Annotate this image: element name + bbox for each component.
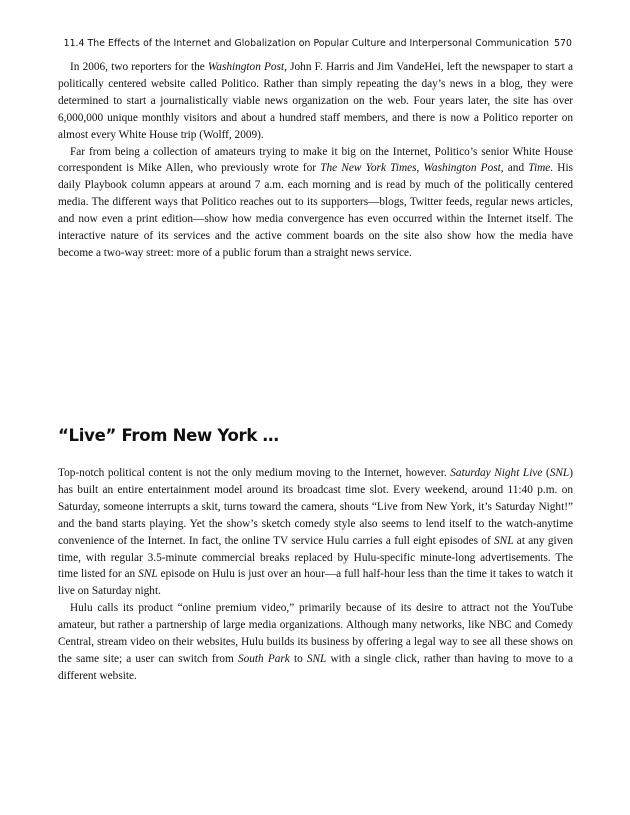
text-run: ,	[416, 162, 424, 175]
text-run: In 2006, two reporters for the	[70, 61, 208, 73]
text-run: ) has built an entire entertainment model around its broadcast time slot. Every weekend, around 11:40 p.m. on Saturday, someone interrupts a skit, turns toward the camera, shouts “Live from New York, it’s Saturday Night!” and the band starts playing. Yet the show’s sketch comedy style also seems to lend itself to the watch-anytime convenience of the Internet. In fact, the online TV service Hulu carries a full eight episodes of	[58, 467, 573, 547]
paragraph-politico-staff	[58, 144, 573, 262]
italic-title: Washington Post	[207, 61, 285, 73]
italic-title: SNL	[494, 534, 514, 547]
italic-title: SNL	[549, 467, 570, 479]
running-header-title: 11.4 The Effects of the Internet and Globalization on Popular Culture and Interpersonal Communication	[63, 38, 550, 49]
page-number: 570	[554, 38, 572, 49]
italic-title: SNL	[306, 652, 327, 665]
italic-title: Saturday Night Live	[450, 467, 543, 479]
text-run: episode on Hulu is just over an hour—a full half-hour less than the time it takes to watch it live on Saturday night.	[58, 568, 573, 598]
text-run: Far from being a collection of amateurs trying to make it big on the Internet, Politico’s senior White House correspondent is Mike Allen, who previously wrote for	[58, 145, 573, 175]
italic-title: Time	[528, 162, 551, 175]
text-run: Top-notch political content is not the only medium moving to the Internet, however.	[58, 467, 451, 479]
italic-title: Washington Post	[423, 162, 501, 175]
paragraph-snl-intro	[58, 465, 573, 600]
text-run: Hulu calls its product “online premium video,” primarily because of its desire to attract not the YouTube amateur, but rather a partnership of large media organizations. Although many networks, like NBC and Comedy Central, stream video on their websites, Hulu builds its business by offering a legal way to see all these shows on the same site; a user can switch from	[58, 602, 573, 665]
italic-title: South Park	[237, 652, 290, 665]
text-run: at any given time, with regular 3.5-minute commercial breaks replaced by Hulu-specific minute-long advertisements. The time listed for an	[58, 534, 573, 581]
paragraph-hulu	[58, 600, 573, 685]
running-header	[58, 38, 572, 49]
text-run: . His daily Playbook column appears at around 7 a.m. each morning and is read by much of the politically centered media. The different ways that Politico reaches out to its supporters—blogs, Twitter feeds, regular news articles, and now even a print edition—show how media convergence has even occurred within the Internet itself. The interactive nature of its services and the active comment boards on the site also show how the media have become a two-way street: more of a public forum than a straight news service.	[58, 162, 573, 259]
text-run: to	[289, 652, 307, 665]
paragraph-politico-intro	[58, 59, 573, 144]
section-heading: “Live” From New York …	[58, 426, 279, 445]
italic-title: The New York Times	[320, 162, 417, 175]
italic-title: SNL	[138, 568, 158, 581]
text-run: with a single click, rather than having to move to a different website.	[58, 652, 573, 682]
text-run: , John F. Harris and Jim VandeHei, left the newspaper to start a politically centered website called Politico. Rather than simply repeating the day’s news in a blog, they were determined to start a journalistically viable news organization on the web. Four years later, the site has over 6,000,000 unique monthly visitors and about a hundred staff members, and there is now a Politico reporter on almost every White House trip (Wolff, 2009).	[58, 61, 573, 141]
section-one-body	[58, 59, 573, 262]
section-two-body	[58, 465, 573, 685]
text-run: (	[542, 467, 550, 479]
text-run: , and	[500, 162, 529, 175]
